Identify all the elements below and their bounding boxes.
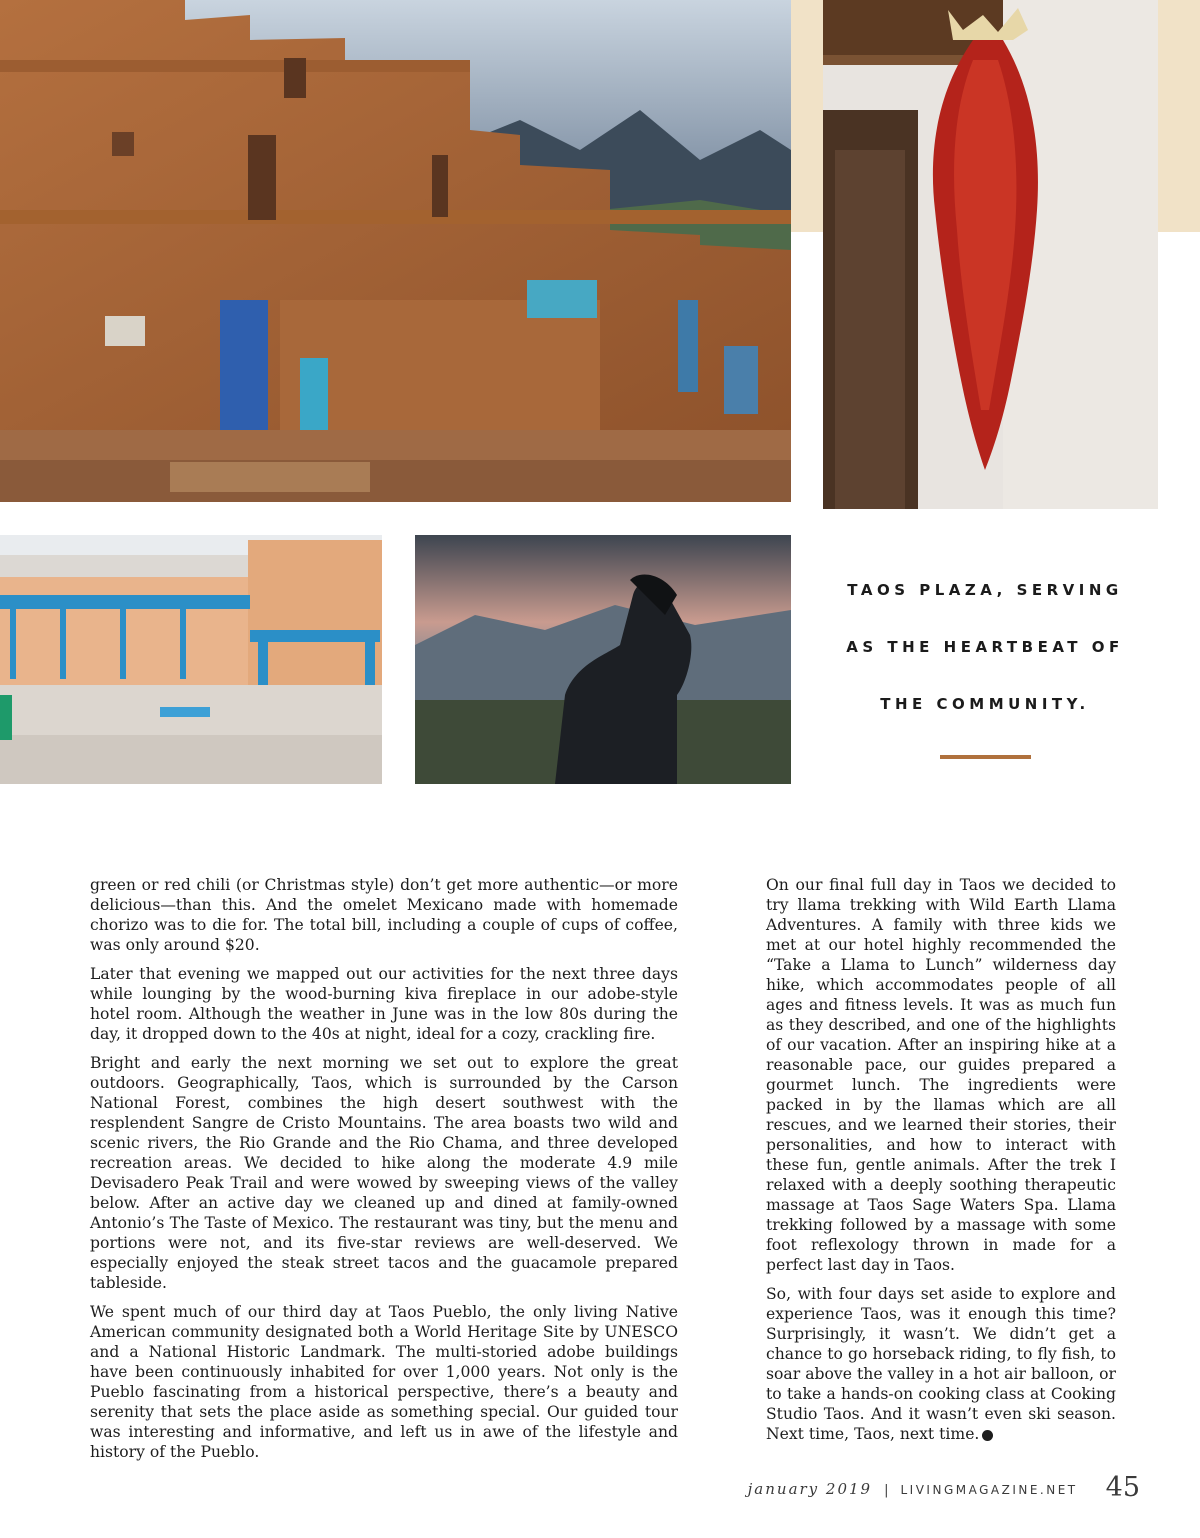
caption-line-1: TAOS PLAZA, SERVING bbox=[847, 581, 1123, 599]
footer-separator: | bbox=[884, 1483, 889, 1498]
caption-line-2: AS THE HEARTBEAT OF bbox=[846, 638, 1124, 656]
ristra-photo bbox=[823, 0, 1158, 509]
paragraph: Later that evening we mapped out our activities for the next three days while lounging by the wood-burning kiva fireplace in our adobe-style hotel room. Although the weather in June was in the low 80s during the day, it dropped down to the 40s at night, ideal for a cozy, crackling fire. bbox=[90, 965, 678, 1043]
pueblo-illustration bbox=[0, 0, 791, 502]
article-column-left bbox=[90, 875, 678, 1471]
paragraph: Bright and early the next morning we set out to explore the great outdoors. Geographically, Taos, which is surrounded by the Carson National Forest, combines the high desert southwest with the resplendent Sangre de Cristo Mountains. The area boasts two wild and scenic rivers, the Rio Grande and the Rio Chama, and three developed recreation areas. We decided to hike along the moderate 4.9 mile Devisadero Peak Trail and were wowed by sweeping views of the valley below. After an active day we cleaned up and dined at family-owned Antonio’s The Taste of Mexico. The restaurant was tiny, but the menu and portions were not, and its five-star reviews are well-deserved. We especially enjoyed the steak street tacos and the guacamole prepared tableside. bbox=[90, 1054, 678, 1292]
issue-date: january 2019 bbox=[747, 1480, 873, 1498]
caption-line-3: THE COMMUNITY. bbox=[880, 695, 1090, 713]
website-link[interactable]: LIVINGMAGAZINE.NET bbox=[900, 1483, 1078, 1497]
photo-caption bbox=[840, 562, 1130, 733]
plaza-photo bbox=[0, 535, 382, 784]
page-number: 45 bbox=[1105, 1472, 1140, 1503]
end-of-article-icon bbox=[982, 1430, 993, 1441]
plaza-illustration bbox=[0, 535, 382, 784]
horse-illustration bbox=[415, 535, 791, 784]
article-column-right bbox=[766, 875, 1116, 1453]
paragraph: green or red chili (or Christmas style) don’t get more authentic—or more delicious—than this. And the omelet Mexicano made with homemade chorizo was to die for. The total bill, including a couple of cups of coffee, was only around $20. bbox=[90, 876, 678, 954]
horse-photo bbox=[415, 535, 791, 784]
pueblo-photo bbox=[0, 0, 791, 502]
paragraph-text: So, with four days set aside to explore and experience Taos, was it enough this time? Surprisingly, it wasn’t. We didn’t get a chance to go horseback riding, to fly fish, to soar above the valley in a hot air balloon, or to take a hands-on cooking class at Cooking Studio Taos. And it wasn’t even ski season. Next time, Taos, next time. bbox=[766, 1285, 1116, 1443]
paragraph-last bbox=[766, 1284, 1116, 1444]
caption-accent-rule bbox=[940, 755, 1031, 759]
ristra-illustration bbox=[823, 0, 1158, 509]
page-footer bbox=[640, 1470, 1140, 1503]
paragraph: On our final full day in Taos we decided to try llama trekking with Wild Earth Llama Adventures. A family with three kids we met at our hotel highly recommended the “Take a Llama to Lunch” wilderness day hike, which accommodates people of all ages and fitness levels. It was as much fun as they described, and one of the highlights of our vacation. After an inspiring hike at a reasonable pace, our guides prepared a gourmet lunch. The ingredients were packed in by the llamas which are all rescues, and we learned their stories, their personalities, and how to interact with these fun, gentle animals. After the trek I relaxed with a deeply soothing therapeutic massage at Taos Sage Waters Spa. Llama trekking followed by a massage with some foot reflexology thrown in made for a perfect last day in Taos. bbox=[766, 876, 1116, 1274]
paragraph: We spent much of our third day at Taos Pueblo, the only living Native American community designated both a World Heritage Site by UNESCO and a National Historic Landmark. The multi-storied adobe buildings have been continuously inhabited for over 1,000 years. Not only is the Pueblo fascinating from a historical perspective, there’s a beauty and serenity that sets the place aside as something special. Our guided tour was interesting and informative, and left us in awe of the lifestyle and history of the Pueblo. bbox=[90, 1303, 678, 1461]
